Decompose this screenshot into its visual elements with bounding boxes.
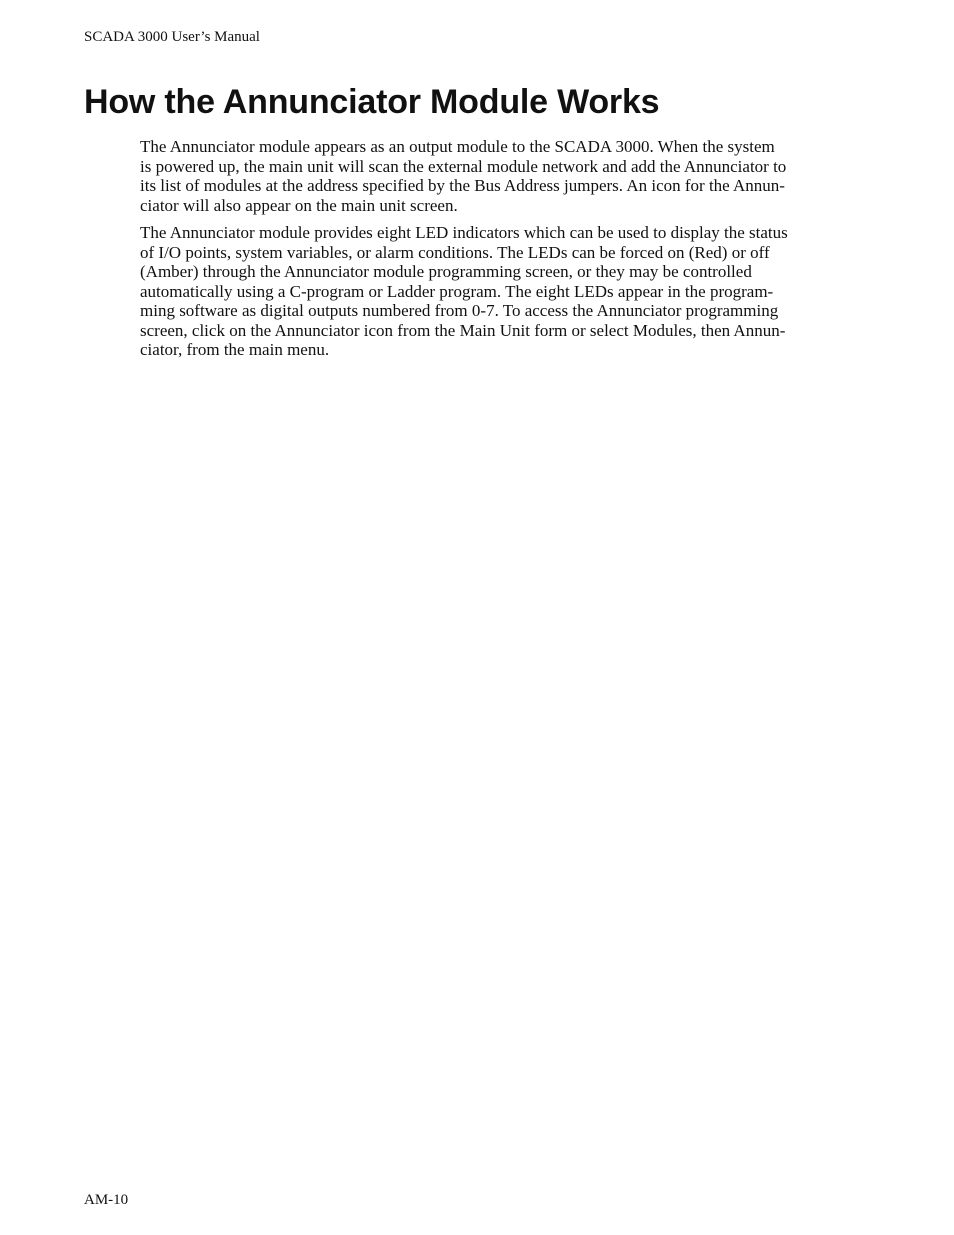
text-line: ming software as digital outputs numbered from 0-7. To access the Annunciator programming [140,301,779,320]
text-line: is powered up, the main unit will scan the external module network and add the Annunciator to [140,156,787,176]
text-line: ciator will also appear on the main unit screen. [140,195,458,215]
paragraph-led-indicators [140,223,840,360]
text-line: automatically using a C-program or Ladder program. The eight LEDs appear in the program- [140,281,774,301]
text-line: ciator, from the main menu. [140,340,330,359]
body-text [140,137,840,368]
text-line: The Annunciator module appears as an output module to the SCADA 3000. When the system [140,137,775,156]
text-line: (Amber) through the Annunciator module programming screen, or they may be controlled [140,262,752,281]
section-title: How the Annunciator Module Works [84,83,660,121]
paragraph-annunciator-output [140,137,840,215]
running-header: SCADA 3000 User’s Manual [84,29,260,45]
text-line: The Annunciator module provides eight LED indicators which can be used to display the status [140,223,788,242]
text-line: of I/O points, system variables, or alarm conditions. The LEDs can be forced on (Red) or off [140,242,770,262]
page-number: AM-10 [84,1192,129,1208]
text-line: screen, click on the Annunciator icon from the Main Unit form or select Modules, then Annun- [140,320,786,340]
text-line: its list of modules at the address specified by the Bus Address jumpers. An icon for the Annun- [140,176,785,195]
